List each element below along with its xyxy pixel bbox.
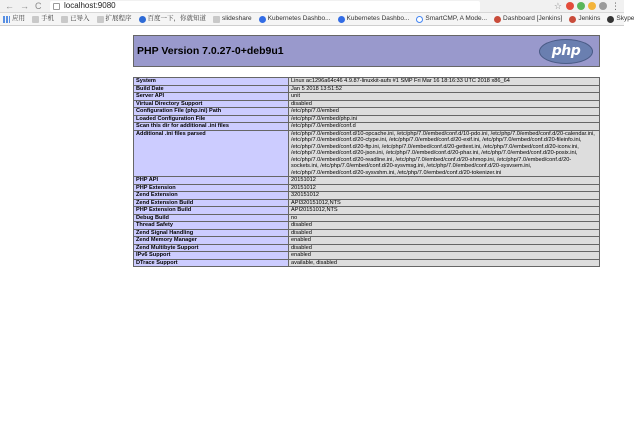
row-key: System	[134, 78, 289, 86]
bookmark-item[interactable]	[97, 15, 132, 23]
table-row	[134, 177, 600, 185]
url-text[interactable]: localhost:9080	[64, 1, 116, 10]
table-row	[134, 214, 600, 222]
row-key: Zend Extension	[134, 192, 289, 200]
page-content	[0, 27, 624, 422]
row-value: enabled	[289, 252, 600, 260]
php-logo-text: php	[551, 43, 581, 59]
table-row	[134, 237, 600, 245]
row-value: available, disabled	[289, 259, 600, 267]
folder-icon	[61, 16, 68, 23]
phpinfo-header	[133, 35, 600, 67]
bookmark-item[interactable]	[494, 15, 562, 23]
bookmark-label: SmartCMP, A Mode...	[425, 15, 488, 22]
toolbar-right	[554, 2, 624, 11]
row-key: PHP API	[134, 177, 289, 185]
table-row	[134, 100, 600, 108]
row-key: Zend Signal Handling	[134, 229, 289, 237]
table-row	[134, 259, 600, 267]
bookmark-label: slideshare	[222, 15, 252, 22]
bookmarks-bar	[0, 13, 634, 26]
reload-icon[interactable]: C	[35, 0, 42, 11]
row-key: Scan this dir for additional .ini files	[134, 123, 289, 131]
row-value: no	[289, 214, 600, 222]
row-key: Additional .ini files parsed	[134, 130, 289, 177]
row-value: API20151012,NTS	[289, 207, 600, 215]
row-value: 20151012	[289, 184, 600, 192]
menu-icon[interactable]: ⋮	[611, 0, 620, 11]
bookmark-label: Jenkins	[578, 15, 601, 22]
table-row	[134, 229, 600, 237]
table-row	[134, 199, 600, 207]
gh-icon	[607, 16, 614, 23]
row-value: disabled	[289, 244, 600, 252]
jen-icon	[569, 16, 576, 23]
browser-toolbar	[0, 0, 624, 13]
bookmark-label: 百度一下，你就知道	[147, 15, 206, 22]
table-row	[134, 184, 600, 192]
phpinfo-center	[133, 35, 600, 267]
bookmark-item[interactable]	[61, 15, 90, 23]
table-row	[134, 123, 600, 131]
bookmark-item[interactable]	[32, 15, 54, 23]
table-row	[134, 207, 600, 215]
table-row	[134, 93, 600, 101]
forward-icon[interactable]: →	[20, 0, 29, 11]
info-table	[133, 77, 600, 267]
table-row	[134, 85, 600, 93]
bookmark-label: Kubernetes Dashbo...	[267, 15, 331, 22]
extension-green-icon[interactable]	[577, 2, 585, 10]
bookmark-label: Kubernetes Dashbo...	[346, 15, 410, 22]
row-key: Thread Safety	[134, 222, 289, 230]
address-bar[interactable]	[50, 1, 480, 12]
bookmark-label: 扩展程序	[105, 15, 132, 22]
row-value: Jan 5 2018 13:51:52	[289, 85, 600, 93]
k8s-icon	[338, 16, 345, 23]
row-key: IPv6 Support	[134, 252, 289, 260]
row-value: 20151012	[289, 177, 600, 185]
bookmark-item[interactable]	[569, 15, 600, 23]
row-value: /etc/php/7.0/embed/conf.d	[289, 123, 600, 131]
row-value: disabled	[289, 100, 600, 108]
row-value: /etc/php/7.0/embed	[289, 108, 600, 116]
extension-grey-icon[interactable]	[599, 2, 607, 10]
bookmark-item[interactable]	[338, 15, 410, 23]
extension-yellow-icon[interactable]	[588, 2, 596, 10]
row-value: Linux ac1296a64c46 4.9.87-linuxkit-aufs #1 SMP Fri Mar 16 18:16:33 UTC 2018 x86_64	[289, 78, 600, 86]
paw-icon	[139, 16, 146, 23]
row-key: Loaded Configuration File	[134, 115, 289, 123]
row-value: /etc/php/7.0/embed/php.ini	[289, 115, 600, 123]
row-value: disabled	[289, 229, 600, 237]
jen-icon	[494, 16, 501, 23]
bookmark-label: 已导入	[70, 15, 90, 22]
bookmark-label: 应用	[12, 15, 25, 22]
extension-red-icon[interactable]	[566, 2, 574, 10]
bookmark-label: Skype	[616, 15, 634, 22]
row-key: PHP Extension	[134, 184, 289, 192]
k8s-icon	[259, 16, 266, 23]
table-row	[134, 78, 600, 86]
table-row	[134, 192, 600, 200]
table-row	[134, 130, 600, 177]
bookmark-item[interactable]	[139, 15, 207, 23]
row-value: enabled	[289, 237, 600, 245]
back-icon[interactable]: ←	[5, 0, 14, 11]
php-logo[interactable]	[539, 39, 593, 64]
table-row	[134, 222, 600, 230]
folder-icon	[97, 16, 104, 23]
row-key: Debug Build	[134, 214, 289, 222]
table-row	[134, 115, 600, 123]
bookmark-item[interactable]	[416, 15, 487, 23]
bookmark-item[interactable]	[259, 15, 331, 23]
table-row	[134, 244, 600, 252]
row-value: API320151012,NTS	[289, 199, 600, 207]
row-key: Zend Extension Build	[134, 199, 289, 207]
folder-icon	[32, 16, 39, 23]
row-key: Server API	[134, 93, 289, 101]
row-key: DTrace Support	[134, 259, 289, 267]
g-icon	[416, 16, 423, 23]
table-row	[134, 252, 600, 260]
row-key: Build Date	[134, 85, 289, 93]
table-row	[134, 108, 600, 116]
bookmark-star-icon[interactable]: ☆	[553, 0, 562, 11]
row-key: Zend Memory Manager	[134, 237, 289, 245]
extensions	[566, 2, 607, 10]
bookmark-label: Dashboard [Jenkins]	[503, 15, 563, 22]
bookmark-item[interactable]	[213, 15, 252, 23]
bookmark-item[interactable]	[607, 15, 634, 23]
row-value: disabled	[289, 222, 600, 230]
grid-icon	[3, 16, 10, 23]
page-title: PHP Version 7.0.27-0+deb9u1	[137, 45, 284, 57]
bookmark-item[interactable]	[3, 15, 25, 23]
row-key: Virtual Directory Support	[134, 100, 289, 108]
row-value: 320151012	[289, 192, 600, 200]
row-value: unit	[289, 93, 600, 101]
page-info-icon[interactable]	[53, 3, 60, 10]
folder-icon	[213, 16, 220, 23]
row-value: /etc/php/7.0/embed/conf.d/10-opcache.ini, /etc/php/7.0/embed/conf.d/10-pdo.ini, /etc/php/7.0/embed/conf.d/20-calendar.ini, /etc/php/7.0/embed/conf.d/20-ctype.ini, /etc/php/7.0/embed/conf.d/20-exif.ini, /etc/php/7.0/embed/conf.d/20-fileinfo.ini, /etc/php/7.0/embed/conf.d/20-ftp.ini, /etc/php/7.0/embed/conf.d/20-gettext.ini, /etc/php/7.0/embed/conf.d/20-iconv.ini, /etc/php/7.0/embed/conf.d/20-json.ini, /etc/php/7.0/embed/conf.d/20-phar.ini, /etc/php/7.0/embed/conf.d/20-posix.ini, /etc/php/7.0/embed/conf.d/20-readline.ini, /etc/php/7.0/embed/conf.d/20-shmop.ini, /etc/php/7.0/embed/conf.d/20-sockets.ini, /etc/php/7.0/embed/conf.d/20-sysvmsg.ini, /etc/php/7.0/embed/conf.d/20-sysvsem.ini, /etc/php/7.0/embed/conf.d/20-sysvshm.ini, /etc/php/7.0/embed/conf.d/20-tokenizer.ini	[289, 130, 600, 177]
bookmark-label: 手机	[41, 15, 54, 22]
row-key: Zend Multibyte Support	[134, 244, 289, 252]
row-key: PHP Extension Build	[134, 207, 289, 215]
row-key: Configuration File (php.ini) Path	[134, 108, 289, 116]
nav-buttons	[0, 2, 50, 11]
